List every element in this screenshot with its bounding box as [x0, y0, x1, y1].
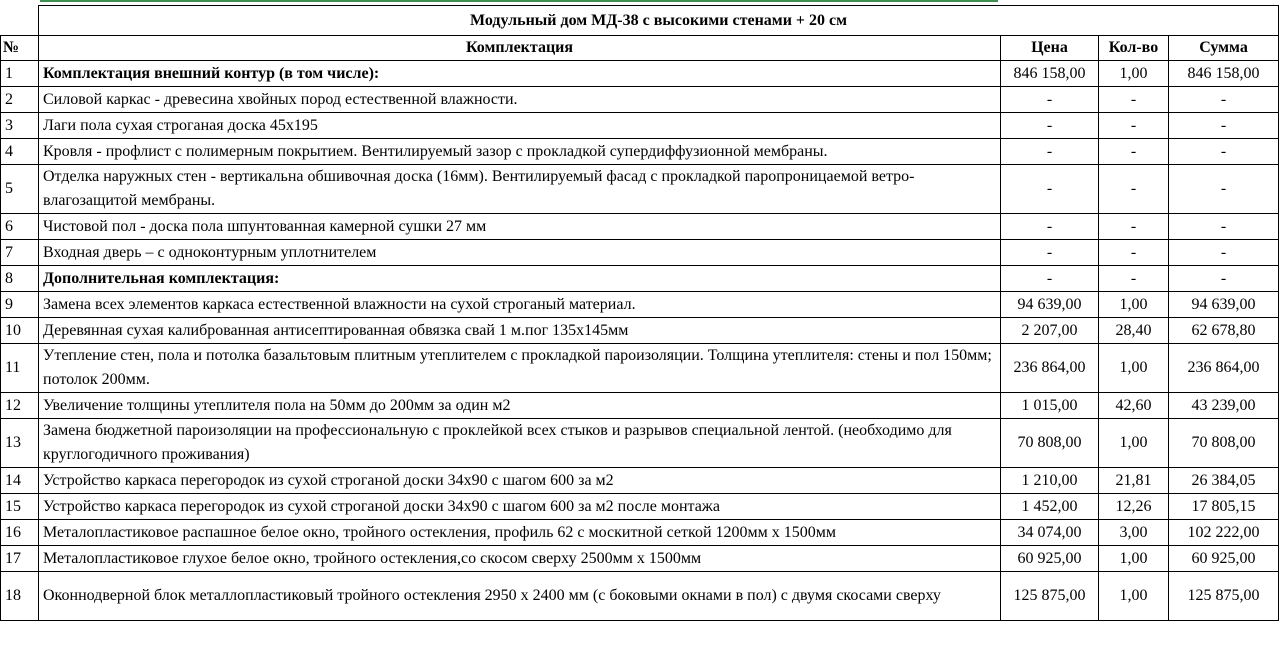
sum-cell: 60 925,00 — [1169, 546, 1279, 572]
table-row — [1, 494, 1279, 520]
description-cell: Деревянная сухая калиброванная антисептированная обвязка свай 1 м.пог 135х145мм — [39, 318, 1001, 344]
price-cell: 236 864,00 — [1001, 344, 1099, 393]
quantity-cell: 28,40 — [1099, 318, 1169, 344]
sum-cell: - — [1169, 165, 1279, 214]
sum-cell: - — [1169, 87, 1279, 113]
description-cell: Кровля - профлист с полимерным покрытием. Вентилируемый зазор с прокладкой супердиффузионной мембраны. — [39, 139, 1001, 165]
description-cell: Лаги пола сухая строганая доска 45х195 — [39, 113, 1001, 139]
sum-cell: 94 639,00 — [1169, 292, 1279, 318]
row-number-cell: 3 — [1, 113, 39, 139]
table-row — [1, 344, 1279, 393]
sum-cell: 70 808,00 — [1169, 419, 1279, 468]
page-title: Модульный дом МД-38 с высокими стенами + 20 см — [39, 6, 1279, 36]
table-row — [1, 318, 1279, 344]
row-number-cell: 13 — [1, 419, 39, 468]
quantity-cell: - — [1099, 240, 1169, 266]
sum-cell: 26 384,05 — [1169, 468, 1279, 494]
table-row — [1, 292, 1279, 318]
table-row — [1, 468, 1279, 494]
quantity-cell: - — [1099, 139, 1169, 165]
description-cell: Силовой каркас - древесина хвойных пород естественной влажности. — [39, 87, 1001, 113]
quantity-cell: - — [1099, 165, 1169, 214]
table-row — [1, 113, 1279, 139]
quantity-cell: - — [1099, 266, 1169, 292]
column-header-no: № — [1, 36, 39, 61]
row-number-cell: 12 — [1, 393, 39, 419]
table-row — [1, 139, 1279, 165]
quantity-cell: 21,81 — [1099, 468, 1169, 494]
description-cell: Комплектация внешний контур (в том числе): — [39, 61, 1001, 87]
table-row — [1, 61, 1279, 87]
price-cell: 125 875,00 — [1001, 572, 1099, 621]
title-row — [1, 6, 1279, 36]
row-number-cell: 14 — [1, 468, 39, 494]
sum-cell: - — [1169, 240, 1279, 266]
table-row — [1, 266, 1279, 292]
quantity-cell: 1,00 — [1099, 572, 1169, 621]
price-cell: 2 207,00 — [1001, 318, 1099, 344]
row-number-cell: 17 — [1, 546, 39, 572]
price-cell: - — [1001, 139, 1099, 165]
description-cell: Оконнодверной блок металлопластиковый тройного остекления 2950 х 2400 мм (с боковыми окнами в пол) с двумя скосами сверху — [39, 572, 1001, 621]
title-blank-cell — [1, 6, 39, 36]
specification-table — [0, 5, 1279, 621]
price-cell: 1 015,00 — [1001, 393, 1099, 419]
price-cell: - — [1001, 240, 1099, 266]
sum-cell: - — [1169, 266, 1279, 292]
quantity-cell: - — [1099, 87, 1169, 113]
row-number-cell: 2 — [1, 87, 39, 113]
price-cell: 94 639,00 — [1001, 292, 1099, 318]
sum-cell: 62 678,80 — [1169, 318, 1279, 344]
quantity-cell: - — [1099, 214, 1169, 240]
sum-cell: 102 222,00 — [1169, 520, 1279, 546]
row-number-cell: 16 — [1, 520, 39, 546]
row-number-cell: 15 — [1, 494, 39, 520]
table-row — [1, 240, 1279, 266]
row-number-cell: 11 — [1, 344, 39, 393]
price-cell: 1 210,00 — [1001, 468, 1099, 494]
row-number-cell: 9 — [1, 292, 39, 318]
quantity-cell: 1,00 — [1099, 546, 1169, 572]
price-cell: 70 808,00 — [1001, 419, 1099, 468]
description-cell: Входная дверь – с одноконтурным уплотнителем — [39, 240, 1001, 266]
description-cell: Замена всех элементов каркаса естественной влажности на сухой строганый материал. — [39, 292, 1001, 318]
quantity-cell: 42,60 — [1099, 393, 1169, 419]
sum-cell: 236 864,00 — [1169, 344, 1279, 393]
description-cell: Дополнительная комплектация: — [39, 266, 1001, 292]
table-row — [1, 87, 1279, 113]
description-cell: Металопластиковое распашное белое окно, тройного остекления, профиль 62 с москитной сеткой 1200мм х 1500мм — [39, 520, 1001, 546]
quantity-cell: 1,00 — [1099, 419, 1169, 468]
table-row — [1, 393, 1279, 419]
sum-cell: - — [1169, 139, 1279, 165]
quantity-cell: - — [1099, 113, 1169, 139]
sum-cell: - — [1169, 113, 1279, 139]
table-row — [1, 165, 1279, 214]
sum-cell: 125 875,00 — [1169, 572, 1279, 621]
quantity-cell: 3,00 — [1099, 520, 1169, 546]
column-header-sum: Сумма — [1169, 36, 1279, 61]
price-cell: 34 074,00 — [1001, 520, 1099, 546]
price-cell: - — [1001, 113, 1099, 139]
price-cell: 60 925,00 — [1001, 546, 1099, 572]
table-row — [1, 546, 1279, 572]
sum-cell: 43 239,00 — [1169, 393, 1279, 419]
row-number-cell: 7 — [1, 240, 39, 266]
row-number-cell: 6 — [1, 214, 39, 240]
price-cell: - — [1001, 87, 1099, 113]
row-number-cell: 10 — [1, 318, 39, 344]
table-row — [1, 214, 1279, 240]
row-number-cell: 8 — [1, 266, 39, 292]
quantity-cell: 1,00 — [1099, 292, 1169, 318]
row-number-cell: 5 — [1, 165, 39, 214]
description-cell: Замена бюджетной пароизоляции на профессиональную с проклейкой всех стыков и разрывов специальной лентой. (необходимо для круглогодичного проживания) — [39, 419, 1001, 468]
quantity-cell: 1,00 — [1099, 61, 1169, 87]
row-number-cell: 4 — [1, 139, 39, 165]
table-row — [1, 572, 1279, 621]
description-cell: Увеличение толщины утеплителя пола на 50мм до 200мм за один м2 — [39, 393, 1001, 419]
description-cell: Утепление стен, пола и потолка базальтовым плитным утеплителем с прокладкой пароизоляции. Толщина утеплителя: стены и пол 150мм; потолок 200мм. — [39, 344, 1001, 393]
description-cell: Устройство каркаса перегородок из сухой строганой доски 34х90 с шагом 600 за м2 — [39, 468, 1001, 494]
price-cell: 846 158,00 — [1001, 61, 1099, 87]
description-cell: Чистовой пол - доска пола шпунтованная камерной сушки 27 мм — [39, 214, 1001, 240]
column-header-price: Цена — [1001, 36, 1099, 61]
quantity-cell: 1,00 — [1099, 344, 1169, 393]
table-body — [1, 61, 1279, 621]
row-number-cell: 1 — [1, 61, 39, 87]
top-accent-line — [40, 0, 998, 2]
price-cell: 1 452,00 — [1001, 494, 1099, 520]
description-cell: Отделка наружных стен - вертикальна обшивочная доска (16мм). Вентилируемый фасад с прокладкой паропроницаемой ветро-влагозащитой мембраны. — [39, 165, 1001, 214]
description-cell: Металопластиковое глухое белое окно, тройного остекления,со скосом сверху 2500мм х 1500мм — [39, 546, 1001, 572]
table-row — [1, 419, 1279, 468]
sum-cell: 846 158,00 — [1169, 61, 1279, 87]
header-row — [1, 36, 1279, 61]
row-number-cell: 18 — [1, 572, 39, 621]
price-cell: - — [1001, 214, 1099, 240]
column-header-desc: Комплектация — [39, 36, 1001, 61]
sum-cell: - — [1169, 214, 1279, 240]
price-cell: - — [1001, 266, 1099, 292]
column-header-qty: Кол-во — [1099, 36, 1169, 61]
sum-cell: 17 805,15 — [1169, 494, 1279, 520]
quantity-cell: 12,26 — [1099, 494, 1169, 520]
price-cell: - — [1001, 165, 1099, 214]
table-row — [1, 520, 1279, 546]
description-cell: Устройство каркаса перегородок из сухой строганой доски 34х90 с шагом 600 за м2 после монтажа — [39, 494, 1001, 520]
